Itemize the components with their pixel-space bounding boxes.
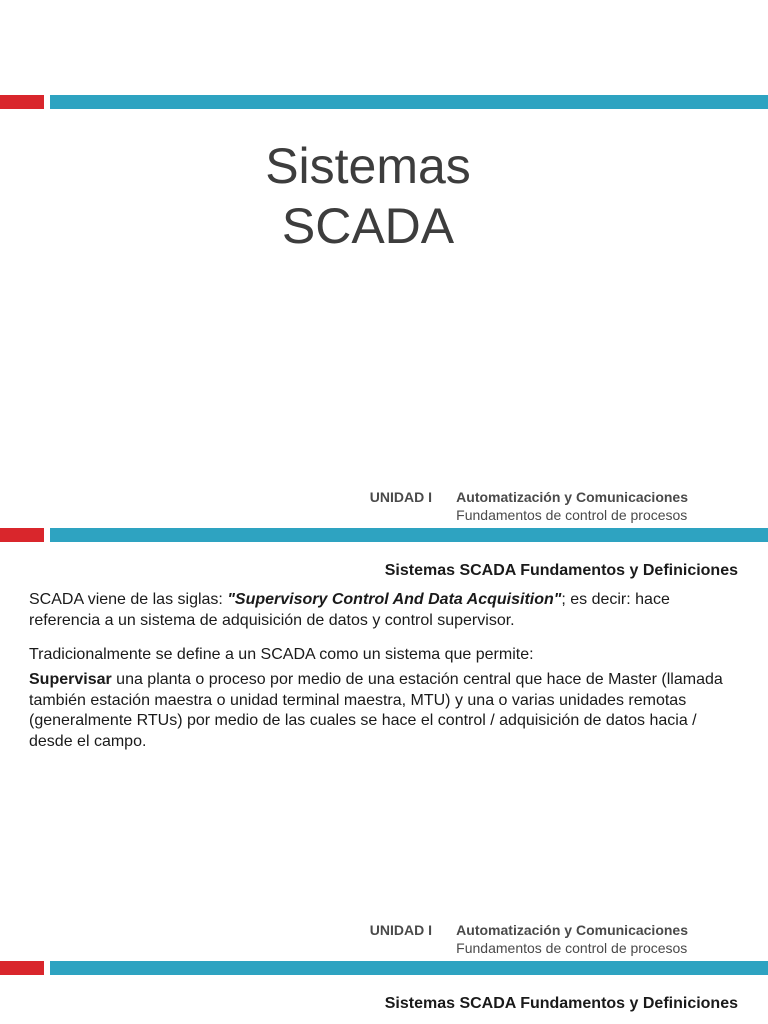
footer-subject: Automatización y Comunicaciones [456, 922, 688, 938]
slide-footer [369, 488, 688, 524]
title-line-1: Sistemas [265, 138, 471, 194]
definition-text-end: ; es decir: hace referencia a un sistema de adquisición de datos y control supervisor. [29, 591, 670, 629]
footer-unit: UNIDAD I [369, 922, 432, 938]
stripe-red-segment [0, 961, 44, 975]
header-stripe [0, 95, 768, 109]
footer-course: Fundamentos de control de procesos [456, 940, 688, 956]
title-line-2: SCADA [281, 198, 455, 254]
footer-unit: UNIDAD I [369, 489, 432, 505]
stripe-red-segment [0, 528, 44, 542]
stripe-red-segment [0, 95, 44, 109]
supervise-paragraph [29, 670, 741, 752]
definition-text: SCADA viene de las siglas: [29, 591, 228, 608]
stripe-blue-segment [50, 961, 768, 975]
acronym-expansion: "Supervisory Control And Data Acquisition" [227, 591, 562, 608]
footer-subject: Automatización y Comunicaciones [456, 489, 688, 505]
header-stripe [0, 528, 768, 542]
definition-paragraph [29, 590, 741, 631]
header-stripe [0, 961, 768, 975]
stripe-blue-segment [50, 528, 768, 542]
section-heading: Sistemas SCADA Fundamentos y Definiciones [384, 995, 738, 1012]
supervise-description: una planta o proceso por medio de una estación central que hace de Master (llamada también estación maestra o unidad terminal maestra, MTU) y una o varias unidades remotas (generalmente RTUs) por medio de las cuales se hace el control / adquisición de datos hacia / desde el campo. [29, 671, 723, 750]
stripe-blue-segment [50, 95, 768, 109]
supervise-term: Supervisar [29, 671, 112, 688]
footer-course: Fundamentos de control de procesos [456, 507, 688, 523]
slide-footer [369, 921, 688, 957]
section-heading: Sistemas SCADA Fundamentos y Definiciones [384, 562, 738, 579]
slide-title [0, 136, 736, 256]
intro-paragraph: Tradicionalmente se define a un SCADA como un sistema que permite: [29, 646, 534, 663]
